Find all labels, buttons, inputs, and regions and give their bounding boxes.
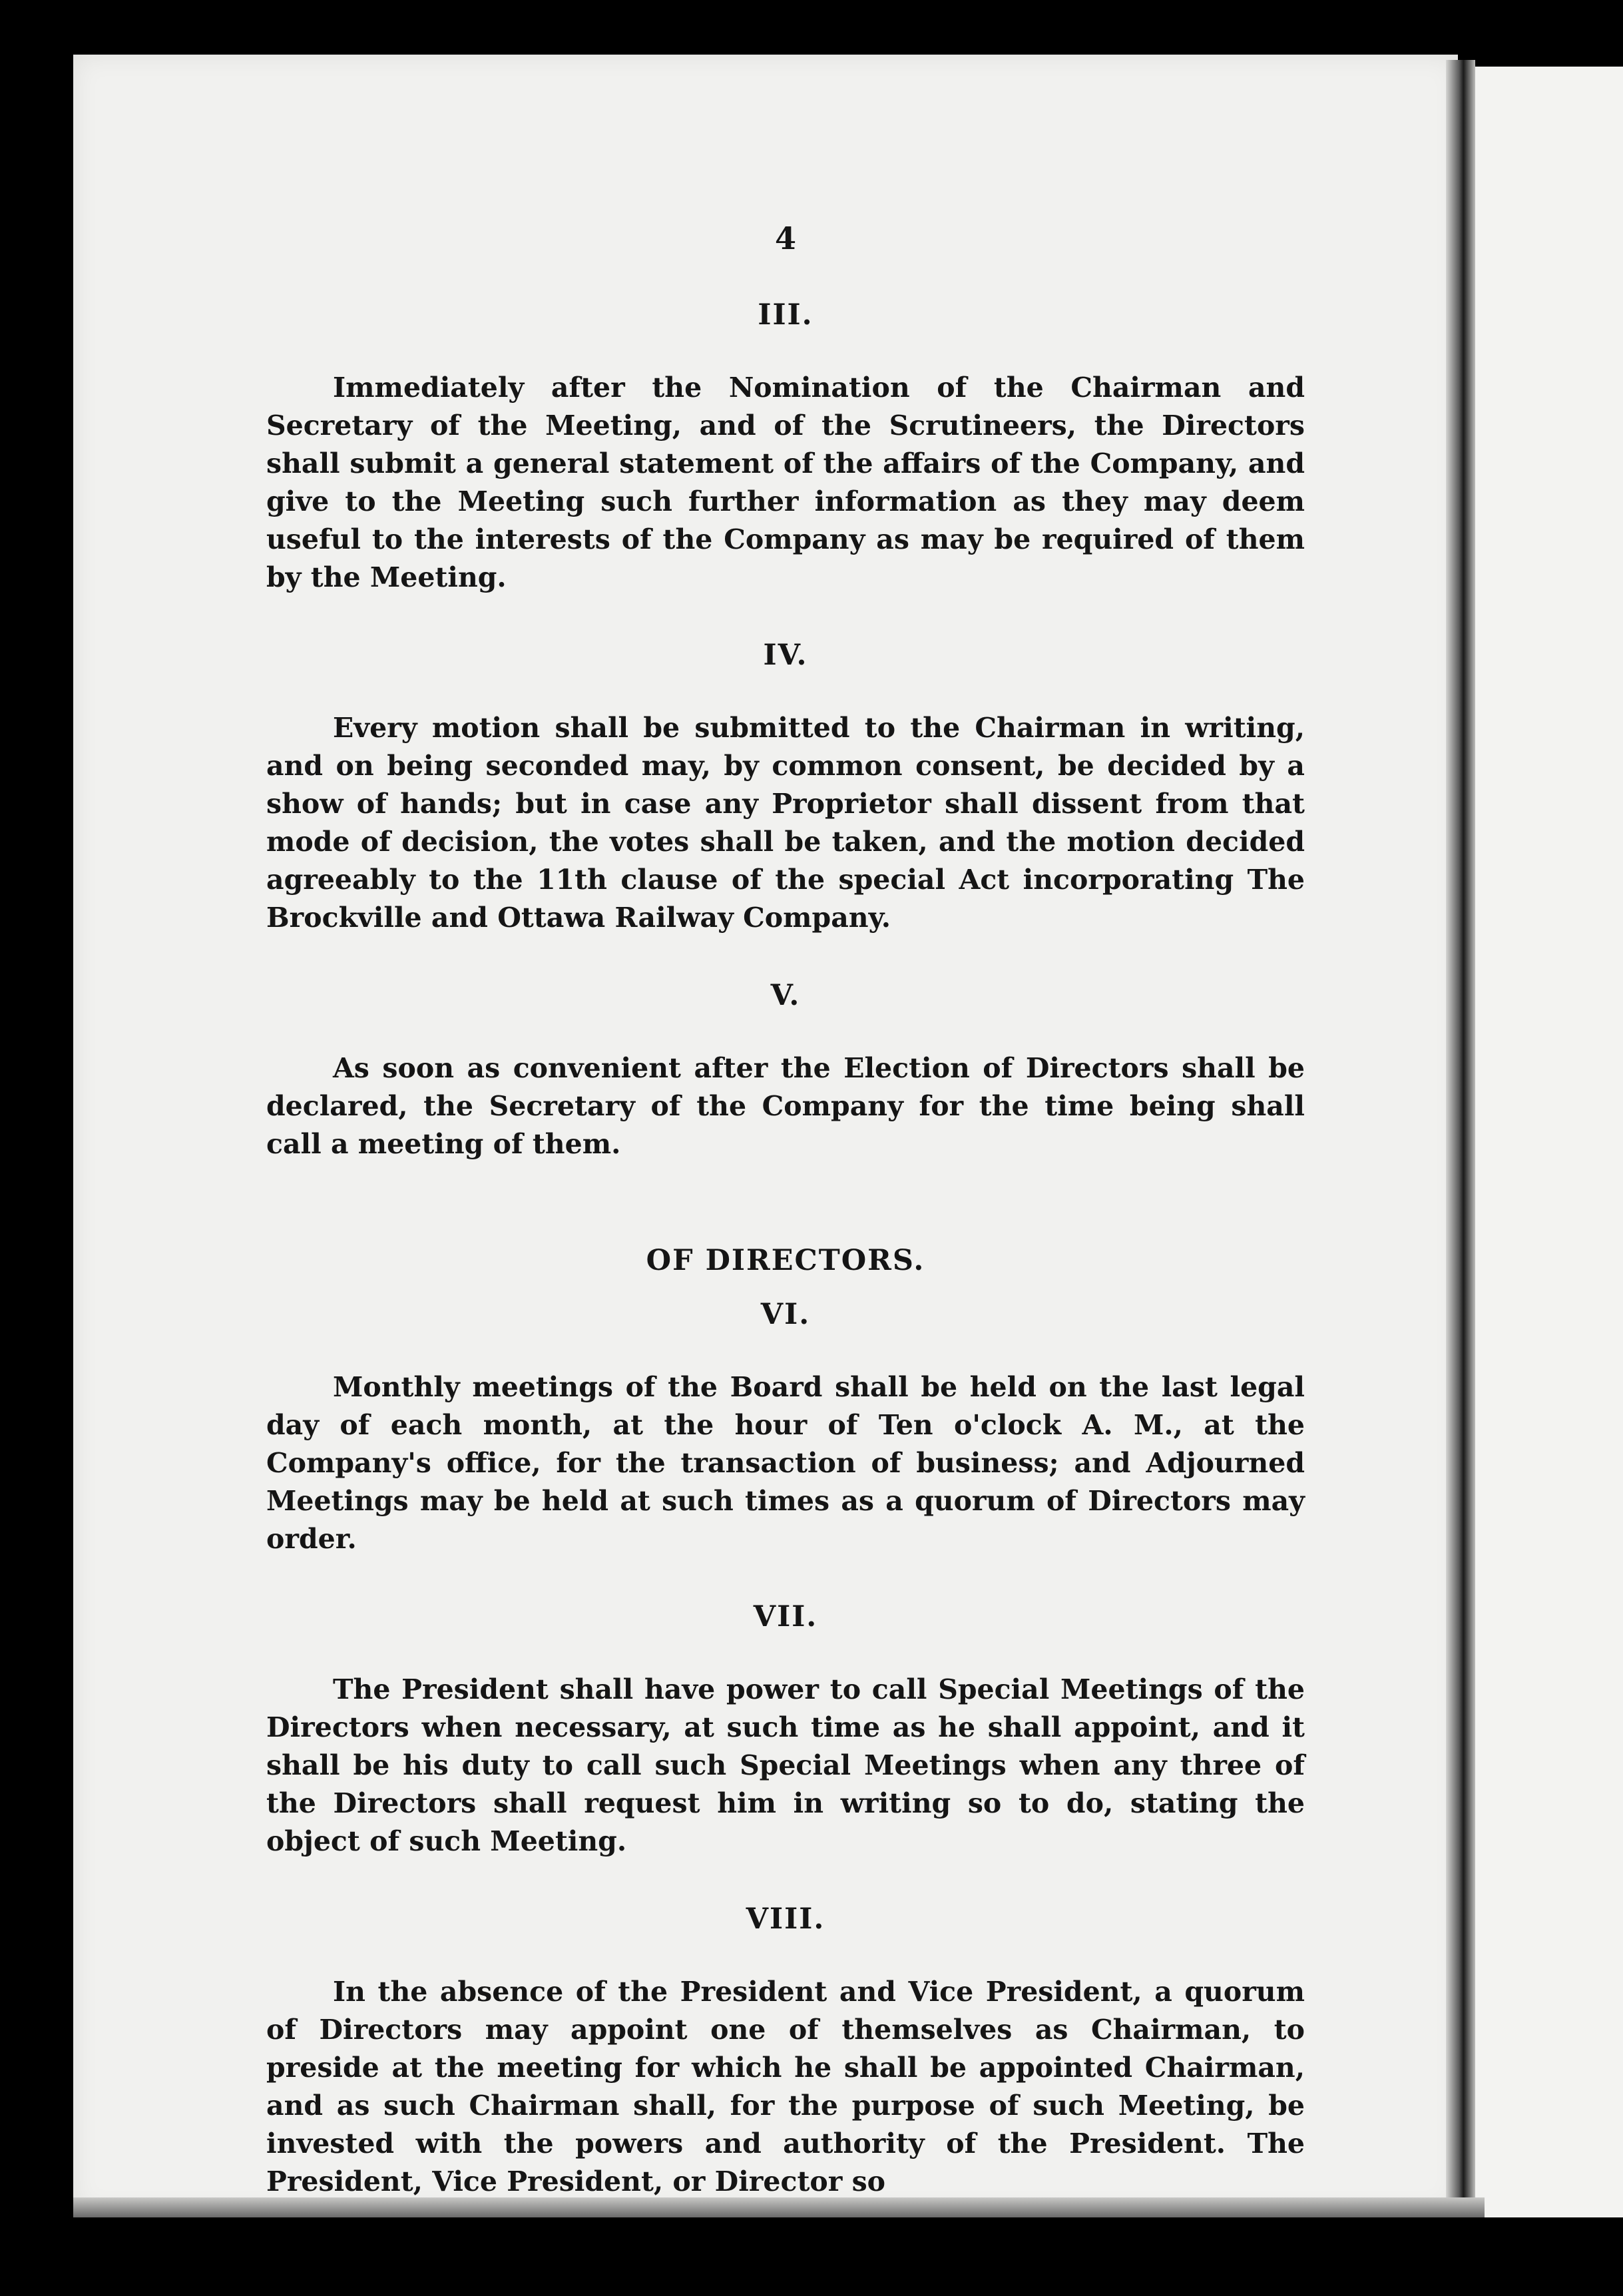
section-heading-viii: VIII. [746,1902,825,1936]
section-text-iii: Immediately after the Nomination of the Chairman and Secretary of the Meeting, and of the Scrutineers, the Directors shall submit a general statement of the affairs of the Company, and give to the Meeting such further information as they may deem useful to the interests of the Company as may be required of them by the Meeting. [266,372,1305,593]
page-body [266,220,1305,2201]
section-heading-vi: VI. [760,1298,811,1331]
section-text-v: As soon as convenient after the Election of Directors shall be declared, the Secretary of the Company for the time being shall call a meeting of them. [266,1052,1305,1160]
section-text-viii: In the absence of the President and Vice President, a quorum of Directors may appoint one of themselves as Chairman, to preside at the meeting for which he shall be appointed Chairman, and as such Chairman shall, for the purpose of such Meeting, be invested with the powers and authority of the President. The President, Vice President, or Director so [266,1976,1305,2197]
section-heading-iv: IV. [763,639,808,672]
book-spine [1446,60,1475,2217]
part-title-of-directors: OF DIRECTORS. [646,1244,925,1277]
section-heading-vii: VII. [753,1600,818,1633]
section-text-vii: The President shall have power to call Special Meetings of the Directors when necessary, at such time as he shall appoint, and it shall be his duty to call such Special Meetings when any three of the Directors shall request him in writing so to do, stating the object of such Meeting. [266,1673,1305,1857]
section-heading-v: V. [770,979,801,1012]
section-text-iv: Every motion shall be submitted to the Chairman in writing, and on being seconded may, by common consent, be decided by a show of hands; but in case any Proprietor shall dissent from that mode of decision, the votes shall be taken, and the motion decided agreeably to the 11th clause of the special Act incorporating The Brockville and Ottawa Railway Company. [266,712,1305,934]
section-heading-iii: III. [758,298,813,332]
page-number: 4 [774,220,796,256]
right-page-edge [1458,67,1623,2217]
section-text-vi: Monthly meetings of the Board shall be held on the last legal day of each month, at the hour of Ten o'clock A. M., at the Company's office, for the transaction of business; and Adjourned Meetings may be held at such times as a quorum of Directors may order. [266,1371,1305,1555]
